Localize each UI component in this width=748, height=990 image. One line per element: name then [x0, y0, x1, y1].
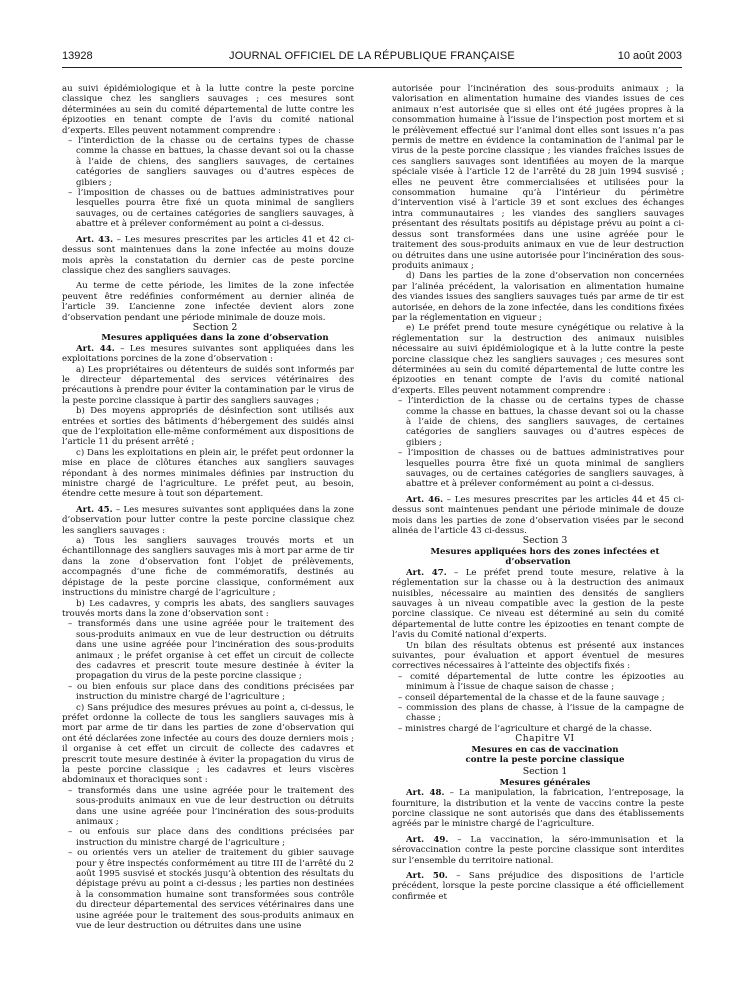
- article-label: Art. 50.: [406, 871, 448, 882]
- list-item: – conseil départemental de la chasse et de la faune sauvage ;: [406, 693, 684, 703]
- article-45: [62, 505, 354, 536]
- paragraph: au suivi épidémiologique et à la lutte contre la peste porcine classique chez les sangliers sauvages ; ces mesures sont déterminées au sein du comité départemental de lutte contre les épizooties en tenant compte de l’avis du comité national d’experts. Elles peuvent notamment comprendre :: [62, 84, 354, 136]
- article-text: – Les mesures suivantes sont appliquées dans les exploitations porcines de la zone d’observation :: [62, 343, 354, 365]
- section-title: Section 3: [522, 535, 568, 547]
- article-50: [392, 871, 684, 902]
- section-heading: Mesures appliquées dans la zone d’observation: [101, 333, 329, 344]
- article-text: – Les mesures prescrites par les articles 44 et 45 ci-dessus sont maintenues pendant une période minimale de douze mois dans les parties de zone d’observation visées par le second alinéa de l’article 43 ci-dessus.: [392, 494, 684, 537]
- article-text: – Le préfet prend toute mesure, relative à la réglementation sur la chasse ou à la destruction des animaux nuisibles, nécessaire au maintien des densités de sangliers sauvages à un niveau compatible avec la gestion de la peste porcine classique. Ce niveau est déterminé au sein du comité départemental de lutte contre les épizooties en tenant compte de l’avis du Comité national d’experts.: [392, 567, 684, 641]
- article-47: [392, 568, 684, 641]
- chapter-title: Chapitre VI: [515, 734, 575, 745]
- list-item: – ou enfouis sur place dans des conditions précisées par instruction du ministre chargé de l’agriculture ;: [76, 827, 354, 848]
- list-item: – ministres chargé de l’agriculture et chargé de la chasse.: [406, 724, 684, 734]
- article-label: Art. 49.: [406, 834, 449, 845]
- article-text: – La vaccination, la séro-immunisation et la sérovaccination contre la peste porcine classique sont interdites sur l’ensemble du territoire national.: [392, 834, 684, 866]
- paragraph: a) Tous les sangliers sauvages trouvés morts et un échantillonnage des sangliers sauvages mis à mort par arme de tir dans la zone d’observation font l’objet de prélèvements, accompagnés d’une fiche de commémoratifs, destinés au dépistage de la peste porcine classique, conformément aux instructions du ministre chargé de l’agriculture ;: [62, 536, 354, 599]
- page-header: [62, 50, 682, 66]
- paragraph: Au terme de cette période, les limites de la zone infectée peuvent être redéfinies conformément au dernier alinéa de l’article 39. L’ancienne zone infectée devient alors zone d’observation pendant une période minimale de douze mois.: [62, 281, 354, 323]
- list-item: – l’imposition de chasses ou de battues administratives pour lesquelles pourra être fixé un quota minimal de sangliers sauvages, ou de certaines catégories de sangliers sauvages, à abattre et à prélever conformément au point a ci-dessus.: [76, 188, 354, 230]
- measure-list: [392, 672, 684, 734]
- list-item: – transformés dans une usine agréée pour le traitement des sous-produits animaux en vue de leur destruction ou détruits dans une usine agréée pour l’incinération des sous-produits animaux ;: [76, 786, 354, 828]
- article-text: – Les mesures suivantes sont appliquées dans la zone d’observation pour lutter contre la peste porcine classique chez les sangliers sauvages :: [62, 504, 354, 536]
- left-column: [62, 84, 354, 976]
- section-heading: Mesures appliquées hors des zones infectées et d’observation: [430, 546, 660, 568]
- measure-list: [392, 396, 684, 490]
- article-text: – Sans préjudice des dispositions de l’article précédent, lorsque la peste porcine classique a été officiellement confirmée et: [392, 871, 684, 902]
- measure-list: [62, 136, 354, 230]
- list-item: – comité départemental de lutte contre les épizooties au minimum à l’issue de chaque saison de chasse ;: [406, 672, 684, 693]
- section-title: Section 2: [192, 321, 238, 333]
- list-item: – commission des plans de chasse, à l’issue de la campagne de chasse ;: [406, 703, 684, 724]
- page-number: 13928: [62, 50, 93, 62]
- list-item: – transformés dans une usine agréée pour le traitement des sous-produits animaux en vue de leur destruction ou détruits dans une usine agréée pour l’incinération des sous-produits animaux ; le préfet organise à cet effet un circuit de collecte des cadavres et prescrit toute mesure destinée à éviter la propagation du virus de la peste porcine classique ;: [76, 619, 354, 681]
- measure-list: [62, 619, 354, 702]
- article-43: [62, 235, 354, 277]
- article-49: [392, 835, 684, 866]
- list-item: – l’interdiction de la chasse ou de certains types de chasse comme la chasse en battues, la chasse devant soi ou la chasse à l’aide de chiens, des sangliers sauvages, de certaines catégories de sangliers sauvages ou d’autres espèces de gibiers ;: [76, 136, 354, 188]
- paragraph: c) Sans préjudice des mesures prévues au point a, ci-dessus, le préfet ordonne la collecte de tous les sangliers sauvages mis à mort par arme de tir dans les parties de zone d’observation qui ont été déclarées zone infectée au cours des douze derniers mois ; il organise à cet effet un circuit de collecte des cadavres et prescrit toute mesure destinée à éviter la propagation du virus de la peste porcine classique ; les cadavres et leurs viscères abdominaux et thoraciques sont :: [62, 702, 354, 786]
- article-48: [392, 788, 684, 830]
- paragraph: e) Le préfet prend toute mesure cynégétique ou relative à la réglementation sur la destruction des animaux nuisibles nécessaire au suivi épidémiologique et à la lutte contre la peste porcine classique chez les sangliers sauvages ; ces mesures sont déterminées au sein du comité départemental de lutte contre les épizooties en tenant compte de l’avis du comité national d’experts. Elles peuvent notamment comprendre :: [392, 323, 684, 396]
- chapter-heading: Mesures en cas de vaccination: [471, 744, 619, 755]
- section-heading: Mesures générales: [499, 777, 591, 788]
- article-46: [392, 495, 684, 537]
- article-label: Art. 43.: [76, 234, 114, 245]
- paragraph: Un bilan des résultats obtenus est présenté aux instances suivantes, pour évaluation et apport éventuel de mesures correctives nécessaires à l’atteinte des objectifs fixés :: [392, 640, 684, 672]
- article-text: – La manipulation, la fabrication, l’entreposage, la fourniture, la distribution et la vente de vaccins contre la peste porcine classique ne sont autorisés que dans des établissements agréés par le ministre chargé de l’agriculture.: [392, 788, 684, 830]
- header-rule: [62, 67, 682, 68]
- article-label: Art. 44.: [76, 343, 115, 354]
- paragraph: autorisée pour l’incinération des sous-produits animaux ; la valorisation en alimentation humaine des viandes issues de ces animaux n’est autorisée que si elles ont été jugées propres à la consommation humaine à l’issue de l’inspection post mortem et si le prélèvement effectué sur l’animal dont elles sont issues n’a pas permis de mettre en évidence la contamination de l’animal par le virus de la peste porcine classique ; les viandes fraîches issues de ces sangliers sauvages sont identifiées au moyen de la marque spéciale visée à l’article 12 de l’arrêté du 28 juin 1994 susvisé ; elles ne peuvent être commercialisées et utilisées pour la consommation humaine qu’à l’intérieur du périmètre d’intervention visé à l’article 39 et sont exclues des échanges intra communautaires ; les viandes des sangliers sauvages présentant des résultats positifs au dépistage prévu au point a ci-dessus sont transformées dans une usine agréée pour le traitement des sous-produits animaux en vue de leur destruction ou détruites dans une usine autorisée pour l’incinération des sous-produits animaux ;: [392, 84, 684, 271]
- paragraph: b) Les cadavres, y compris les abats, des sangliers sauvages trouvés morts dans la zone d’observation sont :: [62, 598, 354, 619]
- paragraph: d) Dans les parties de la zone d’observation non concernées par l’alinéa précédent, la valorisation en alimentation humaine des viandes issues des sangliers sauvages tués par arme de tir est autorisée, en dehors de la zone infectée, dans les conditions fixées par la réglementation en vigueur ;: [392, 271, 684, 323]
- journal-title: JOURNAL OFFICIEL DE LA RÉPUBLIQUE FRANÇAISE: [229, 50, 515, 62]
- list-item: – ou bien enfouis sur place dans des conditions précisées par instruction du ministre chargé de l’agriculture ;: [76, 682, 354, 703]
- paragraph: c) Dans les exploitations en plein air, le préfet peut ordonner la mise en place de clôtures étanches aux sangliers sauvages répondant à des normes minimales définies par instruction du ministre chargé de l’agriculture. Le préfet peut, au besoin, étendre cette mesure à tout son département.: [62, 447, 354, 500]
- article-label: Art. 45.: [76, 504, 113, 515]
- article-text: – Les mesures prescrites par les articles 41 et 42 ci-dessus sont maintenues dans la zone infectée au moins douze mois après la constatation du dernier cas de peste porcine classique chez des sangliers sauvages.: [62, 234, 354, 276]
- section-title: Section 1: [522, 766, 568, 778]
- list-item: – ou orientés vers un atelier de traitement du gibier sauvage pour y être inspectés conformément au titre III de l’arrêté du 2 août 1995 susvisé et stockés jusqu’à obtention des résultats du dépistage prévu au point a ci-dessus ; les parties non destinées à la consommation humaine sont transformées sous contrôle du directeur départemental des services vétérinaires dans une usine agréée pour le traitement des sous-produits animaux en vue de leur destruction ou détruites dans une usine: [76, 848, 354, 931]
- right-column: [392, 84, 684, 976]
- paragraph: b) Des moyens appropriés de désinfection sont utilisés aux entrées et sorties des bâtiments d’hébergement des suidés ainsi que de l’exploitation elle-même conformément aux dispositions de l’article 11 du présent arrêté ;: [62, 406, 354, 448]
- chapter-heading: contre la peste porcine classique: [465, 755, 625, 765]
- article-44: [62, 344, 354, 365]
- paragraph: a) Les propriétaires ou détenteurs de suidés sont informés par le directeur départemental des services vétérinaires des précautions à prendre pour éviter la contamination par le virus de la peste porcine classique à partir des sangliers sauvages ;: [62, 364, 354, 406]
- list-item: – l’imposition de chasses ou de battues administratives pour lesquelles pourra être fixé un quota minimal de sangliers sauvages, ou de certaines catégories de sangliers sauvages, à abattre et à prélever conformément au point a ci-dessus.: [406, 448, 684, 490]
- article-label: Art. 46.: [406, 494, 444, 505]
- article-label: Art. 47.: [406, 567, 447, 578]
- article-label: Art. 48.: [406, 788, 445, 799]
- measure-list: [62, 786, 354, 932]
- issue-date: 10 août 2003: [617, 50, 682, 62]
- list-item: – l’interdiction de la chasse ou de certains types de chasse comme la chasse en battues, la chasse devant soi ou la chasse à l’aide de chiens, des sangliers sauvages, de certaines catégories de sangliers sauvages ou d’autres espèces de gibiers ;: [406, 396, 684, 448]
